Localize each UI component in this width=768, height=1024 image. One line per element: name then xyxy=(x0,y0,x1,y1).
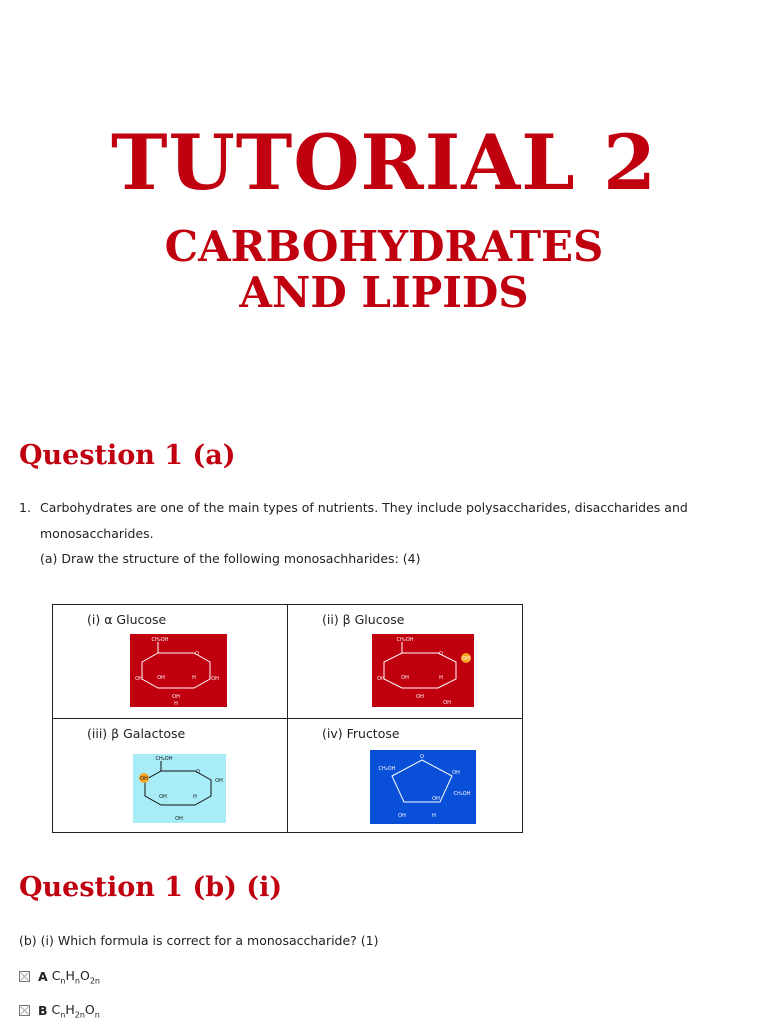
page-title: TUTORIAL 2 xyxy=(110,118,658,207)
oh-text: OH xyxy=(157,675,165,681)
question-1bi-text: (b) (i) Which formula is correct for a monosaccharide? (1) xyxy=(19,933,379,948)
oh-text: OH xyxy=(416,694,424,700)
o-text: O xyxy=(439,651,443,657)
ch2oh-text: CH₂OH xyxy=(453,791,471,797)
oh-text: OH xyxy=(398,813,406,819)
oh-text: OH xyxy=(159,794,167,800)
question-text-line3: (a) Draw the structure of the following monosachharides: (4) xyxy=(40,551,421,566)
oh-text: OH xyxy=(175,816,183,822)
structure-label: (iii) β Galactose xyxy=(87,726,186,741)
question-1bi-heading: Question 1 (b) (i) xyxy=(19,872,283,903)
fructose-structure-image xyxy=(370,750,476,824)
option-letter: A xyxy=(38,969,48,985)
o-text: O xyxy=(420,754,424,760)
oh-text: OH xyxy=(211,676,219,682)
option-a[interactable] xyxy=(19,968,100,986)
oh-text: OH xyxy=(377,676,385,682)
h-text: H xyxy=(193,794,197,800)
question-number: 1. xyxy=(19,500,31,515)
structure-cell-beta-galactose xyxy=(53,719,288,833)
h-text: H xyxy=(192,675,196,681)
option-formula: $C_nH_nO_{2n}$ xyxy=(51,968,100,986)
alpha-glucose-structure-image xyxy=(130,634,227,707)
o-text: O xyxy=(195,651,199,657)
ch2oh-text: CH₂OH xyxy=(151,637,169,643)
structure-cell-beta-glucose xyxy=(288,605,523,719)
oh-text: OH xyxy=(215,778,223,784)
oh-text: OH xyxy=(432,796,440,802)
option-letter: B xyxy=(38,1003,48,1019)
oh-text: OH xyxy=(462,656,470,662)
structure-label: (iv) Fructose xyxy=(322,726,400,741)
structure-cell-alpha-glucose xyxy=(53,605,288,719)
beta-glucose-structure-image xyxy=(372,634,474,707)
structure-label: (ii) β Glucose xyxy=(322,612,405,627)
checkbox-icon[interactable] xyxy=(19,971,30,982)
o-text: O xyxy=(196,769,200,775)
structure-label: (i) α Glucose xyxy=(87,612,167,627)
page-subtitle-line1: CARBOHYDRATES xyxy=(164,222,604,271)
oh-text: OH xyxy=(452,770,460,776)
h-text: H xyxy=(174,701,178,707)
question-1a-heading: Question 1 (a) xyxy=(19,440,236,471)
ch2oh-text: CH₂OH xyxy=(155,756,173,762)
h-text: H xyxy=(439,675,443,681)
structure-background xyxy=(133,754,226,823)
oh-text: OH xyxy=(135,676,143,682)
beta-galactose-structure-image xyxy=(133,754,226,823)
question-text-line1: Carbohydrates are one of the main types of nutrients. They include polysaccharides, disaccharides and xyxy=(40,500,688,515)
ch2oh-text: CH₂OH xyxy=(378,766,396,772)
page-subtitle-line2: AND LIPIDS xyxy=(239,268,529,317)
structure-cell-fructose xyxy=(288,719,523,833)
oh-text: OH xyxy=(443,700,451,706)
structures-table xyxy=(52,604,523,833)
option-b[interactable] xyxy=(19,1002,100,1020)
h-text: H xyxy=(432,813,436,819)
ch2oh-text: CH₂OH xyxy=(396,637,414,643)
oh-text: OH xyxy=(140,776,148,782)
checkbox-icon[interactable] xyxy=(19,1005,30,1016)
oh-text: OH xyxy=(172,694,180,700)
option-formula: $C_nH_{2n}O_n$ xyxy=(51,1002,100,1020)
question-text-line2: monosaccharides. xyxy=(40,526,154,541)
oh-text: OH xyxy=(401,675,409,681)
